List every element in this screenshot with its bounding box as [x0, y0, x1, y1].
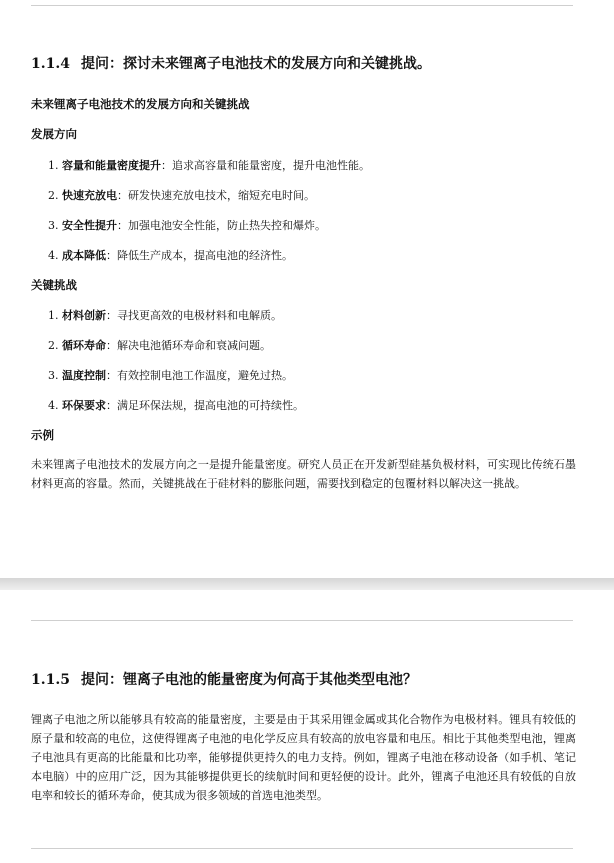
directions-heading: 发展方向 [31, 127, 77, 141]
challenges-heading: 关键挑战 [31, 278, 77, 292]
subtitle: 未来锂离子电池技术的发展方向和关键挑战 [31, 97, 250, 111]
section-title: 提问：探讨未来锂离子电池技术的发展方向和关键挑战。 [81, 56, 431, 72]
bottom-rule [31, 848, 573, 849]
section-title: 提问：锂离子电池的能量密度为何高于其他类型电池？ [81, 672, 417, 688]
list-item: 4. 成本降低：降低生产成本，提高电池的经济性。 [48, 249, 293, 262]
page-gap [0, 578, 614, 590]
list-item: 1. 容量和能量密度提升：追求高容量和能量密度，提升电池性能。 [48, 159, 370, 172]
section-number: 1.1.4 [31, 56, 70, 72]
list-item: 2. 循环寿命：解决电池循环寿命和衰减问题。 [48, 339, 271, 352]
example-heading: 示例 [31, 428, 54, 442]
list-item: 3. 安全性提升：加强电池安全性能，防止热失控和爆炸。 [48, 219, 326, 232]
list-item: 3. 温度控制：有效控制电池工作温度，避免过热。 [48, 369, 293, 382]
section-heading-1-1-4 [31, 53, 431, 73]
section-heading-1-1-5 [31, 669, 417, 689]
list-item: 1. 材料创新：寻找更高效的电极材料和电解质。 [48, 309, 282, 322]
body-paragraph: 锂离子电池之所以能够具有较高的能量密度，主要是由于其采用锂金属或其化合物作为电极材料。锂具有较低的原子量和较高的电位，这使得锂离子电池的电化学反应具有较高的放电容量和电压。相比于其他类型电池，锂离子电池具有更高的比能量和比功率，能够提供更持久的电力支持。例如，锂离子电池在移动设备（如手机、笔记本电脑）中的应用广泛，因为其能够提供更长的续航时间和更轻便的设计。此外，锂离子电池还具有较低的自放电率和较长的循环寿命，使其成为很多领域的首选电池类型。 [31, 713, 576, 802]
list-item: 4. 环保要求：满足环保法规，提高电池的可持续性。 [48, 399, 304, 412]
example-paragraph: 未来锂离子电池技术的发展方向之一是提升能量密度。研究人员正在开发新型硅基负极材料，可实现比传统石墨材料更高的容量。然而，关键挑战在于硅材料的膨胀问题，需要找到稳定的包覆材料以解决这一挑战。 [31, 458, 576, 490]
list-item: 2. 快速充放电：研发快速充放电技术，缩短充电时间。 [48, 189, 315, 202]
top-rule [31, 5, 573, 6]
document-page-2 [0, 590, 614, 863]
top-rule [31, 620, 573, 621]
section-number: 1.1.5 [31, 672, 70, 688]
